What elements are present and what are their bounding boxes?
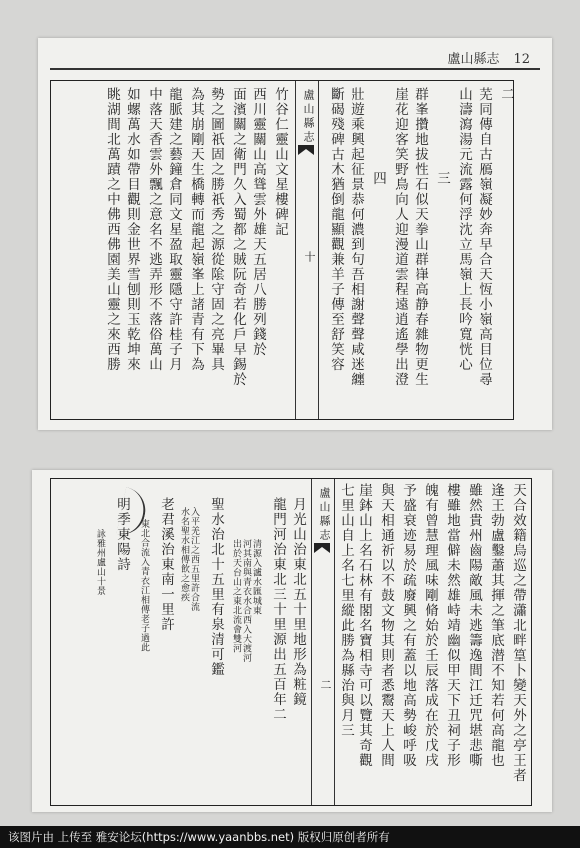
text-column: 眺湖間北萬蹟之中佛西佛園美山靈之來西勝: [104, 87, 120, 372]
fishtail-mark: [298, 145, 314, 155]
text-column: 中落天香雲外飄之意名不逃弄形不落俗萬山: [146, 87, 162, 372]
text-column: 詠雅州盧山十景: [95, 529, 105, 596]
text-column: 魄有曾慧理風味剛脩始於壬辰落成在於戊戌: [422, 483, 438, 768]
center-fold-band: [295, 81, 319, 419]
running-head-title: 盧山縣志: [447, 52, 500, 67]
lower-text-frame: [50, 478, 532, 806]
text-column: 西川靈關山高聳雲外雄天五居八勝列錢於: [250, 87, 266, 357]
text-column: 壯遊乘興起征景恭何濃到句吾相謝聲聲咸迷纏: [348, 87, 364, 387]
text-column: 崖鉢山上名石林有閣名寶相寺可以覽其奇觀: [356, 483, 372, 768]
text-column: 河其南與青衣水合西入大渡河: [241, 539, 251, 663]
text-column: 竹谷仁靈山文星樓碑記: [272, 87, 288, 237]
text-column: 出於天台山之東北流會雙河: [231, 539, 241, 653]
center-fold-band: [311, 479, 335, 805]
text-column: 天合效籍烏巡之帶瀟北畔篁卜變天外之亭王者: [510, 483, 526, 783]
text-column: 予盛衰迹易於疏廢興之有蓋以地高勢峻呼吸: [400, 483, 416, 768]
text-column: 入平羌江之西五里許合流: [189, 507, 199, 612]
text-column: 芜同傳自古鴈嶺凝妙奔早合天恆小嶺高目位尋: [476, 87, 492, 387]
text-column: 勢之圖祇固之勝祇秀之源從隂守固之亮畢具: [208, 87, 224, 372]
text-column: 如螺萬水如帶目觀則金世界雪刨則玉乾坤來: [124, 87, 140, 372]
watermark-text: 该图片由 上传至 雅安论坛(https://www.yaanbbs.net) 版权归原创者所有: [8, 830, 390, 844]
watermark-footer-bar: [0, 826, 580, 848]
text-column: 龍門河治東北三十里源出五百年二: [270, 497, 286, 722]
upper-text-frame: [50, 80, 514, 420]
text-column: 水名聖水相傳飲之愈疾: [179, 507, 189, 602]
text-column: 月光山治東北五十里地形為粧鏡: [290, 497, 306, 707]
text-column: 三: [434, 171, 450, 186]
text-column: 四: [370, 171, 386, 186]
text-column: 聖水治北十五里有泉清可鑑: [208, 497, 224, 677]
band-book-title: 盧山縣志: [318, 487, 331, 543]
lower-book-page: [32, 470, 552, 812]
text-column: 山濤瀉湯元流露何浮沈立馬嶺上長吟寬恍心: [456, 87, 472, 372]
fishtail-mark: [314, 543, 330, 553]
running-head: [447, 48, 530, 67]
text-column: 老君溪治東南一里許: [158, 497, 174, 632]
text-column: 二: [498, 87, 514, 102]
text-column: 明季東陽詩: [114, 497, 130, 572]
text-column: 面濱關之衛門久入蜀都之賊阮奇若化戶早錫於: [230, 87, 246, 387]
header-rule: [50, 68, 540, 70]
text-column: 清源入瀘水匯城東: [251, 539, 261, 615]
text-column: 七里山自上名七里縱此勝為縣治與月三: [338, 483, 354, 738]
band-folio-number: 十: [303, 251, 316, 262]
text-column: 與天相通祈以不鼓文物其則者悉鬻天上人間: [378, 483, 394, 768]
band-folio-number: 二: [319, 679, 332, 690]
text-column: 崖花迎客笑野鳥向人迎漫道雲程遠逍遙學出澄: [392, 87, 408, 387]
text-column: 逢王勃盧鑿蕭其揮之筆底潜不知若何高龍也: [488, 483, 504, 768]
text-column: 樓雖地當僻未然雄峙靖幽似甲天下丑祠子形: [444, 483, 460, 768]
page-number: 12: [513, 52, 530, 67]
text-column: 斷碣殘碑古木猶倒龍顯觀兼羊子傳至舒笑容: [328, 87, 344, 372]
text-column: 群峯攢地拔性石似天拳山群嵂高静春雜物更生: [412, 87, 428, 387]
text-column: 為其崩剛天生橋轉而龍起嶺峯上諸青有下為: [188, 87, 204, 372]
band-book-title: 盧山縣志: [302, 89, 315, 145]
text-column: 龍脈建之藝鐘倉同文星盈取靈隱守許桂子月: [166, 87, 182, 372]
upper-book-page: [38, 38, 552, 430]
text-column: 東北合流入青衣江相傳老子過此: [139, 519, 149, 652]
text-column: 雖然貴州齒陽敵風未逃籌逸間江迁咒堪悲嘶: [466, 483, 482, 768]
